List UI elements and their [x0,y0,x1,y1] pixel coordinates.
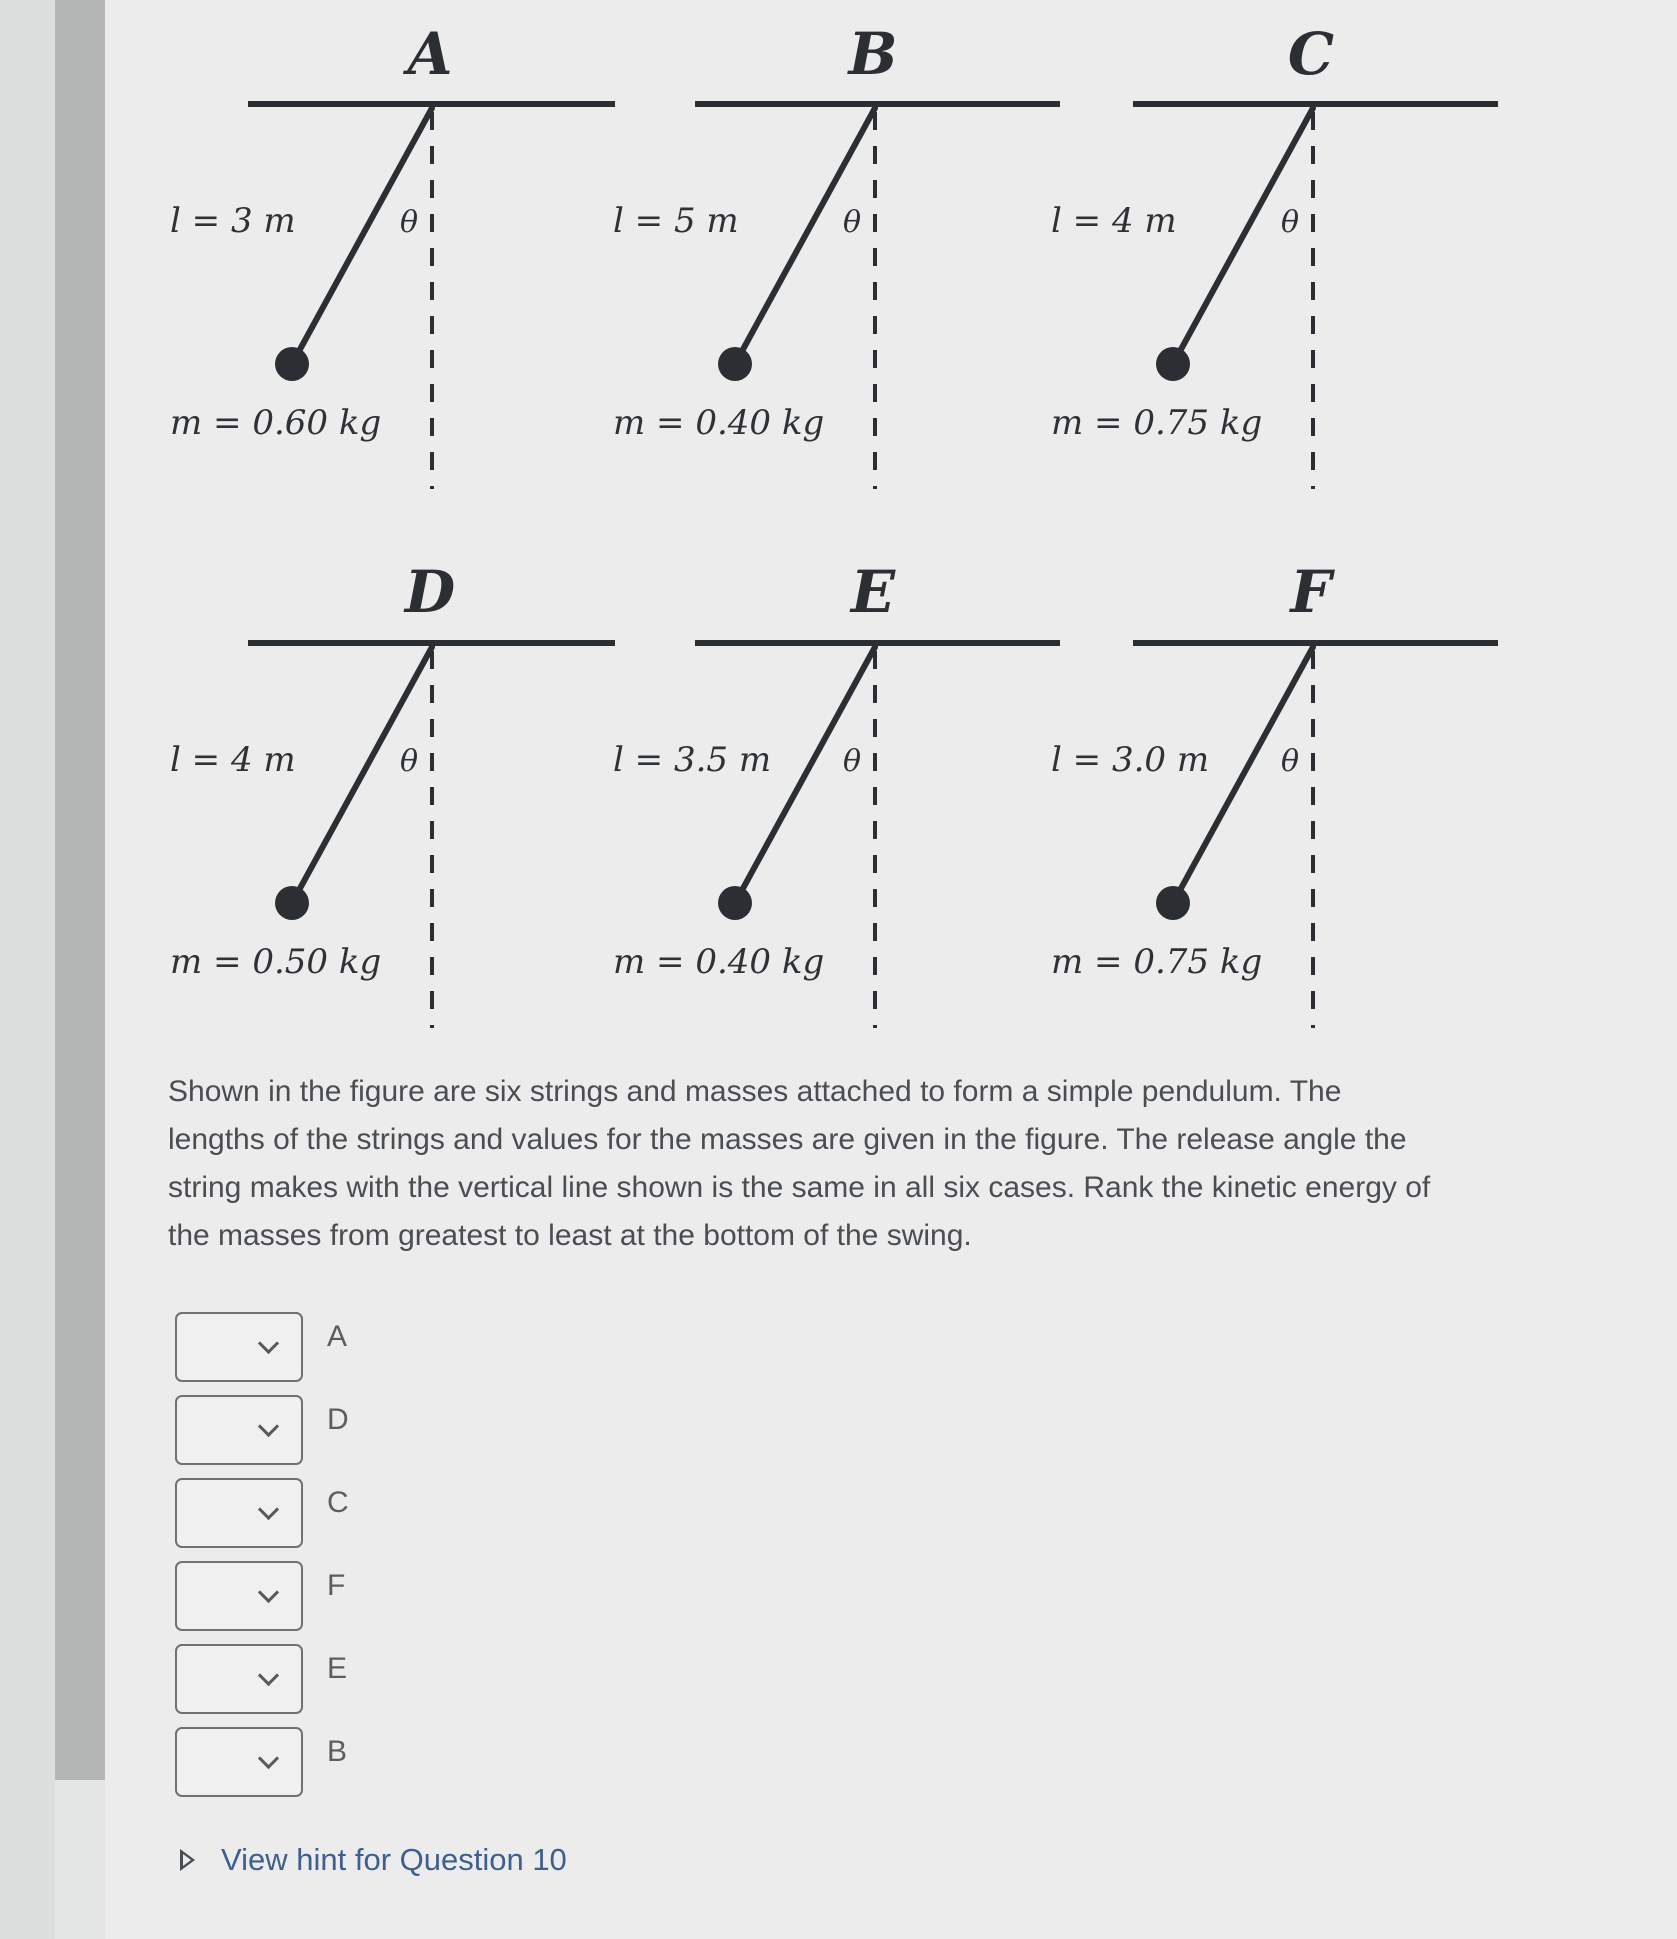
ranking-row [175,1478,435,1550]
pendulum-mass-label: m = 0.40 kg [613,403,825,443]
hint-label: View hint for Question 10 [221,1842,567,1877]
chevron-down-icon [258,1499,279,1520]
rank-item-label: A [327,1320,348,1353]
pendulum-angle-label: θ [400,205,419,240]
rank-dropdown[interactable] [175,1644,303,1714]
pendulum-mass-label: m = 0.75 kg [1051,942,1263,982]
ranking-row [175,1644,435,1716]
pendulum-length-label: l = 5 m [613,201,739,241]
rank-item-label: D [327,1403,349,1436]
pendulum-bob [1156,347,1190,381]
chevron-down-icon [258,1582,279,1603]
pendulum-bob [275,347,309,381]
chevron-down-icon [258,1416,279,1437]
rank-item-label: E [327,1652,348,1685]
pendulum-angle-label: θ [400,744,419,779]
pendulum-angle-label: θ [843,744,862,779]
pendulum-letter: D [404,558,456,626]
pendulum-bob [718,347,752,381]
pendulum-length-label: l = 3 m [170,201,296,241]
rank-dropdown[interactable] [175,1312,303,1382]
pendulum-mass-label: m = 0.60 kg [170,403,382,443]
view-hint-link[interactable] [180,1842,567,1878]
rank-dropdown[interactable] [175,1727,303,1797]
pendulum-letter: C [1287,20,1335,88]
pendulum-mass-label: m = 0.50 kg [170,942,382,982]
play-triangle-icon [180,1849,195,1871]
pendulum-letter: A [407,20,453,88]
rank-item-label: F [327,1569,346,1602]
chevron-down-icon [258,1333,279,1354]
ranking-row [175,1312,435,1384]
pendulum-length-label: l = 4 m [170,740,296,780]
pendulum-mass-label: m = 0.40 kg [613,942,825,982]
chevron-down-icon [258,1665,279,1686]
pendulum-letter: F [1290,558,1332,626]
pendulum-bob [275,886,309,920]
ranking-row [175,1395,435,1467]
rank-dropdown[interactable] [175,1395,303,1465]
pendulum-bob [718,886,752,920]
pendulum-bob [1156,886,1190,920]
pendulum-angle-label: θ [843,205,862,240]
rank-item-label: C [327,1486,349,1519]
chevron-down-icon [258,1748,279,1769]
pendulum-angle-label: θ [1281,205,1300,240]
question-text: Shown in the figure are six strings and masses attached to form a simple pendulum. The lengths of the strings and values for the masses are given in the figure. The release angle the string makes with the vertical line shown is the same in all six cases. Rank the kinetic energy of the masses from greatest to least at the bottom of the swing. [168,1075,1431,1252]
ranking-row [175,1727,435,1799]
pendulum-mass-label: m = 0.75 kg [1051,403,1263,443]
rank-dropdown[interactable] [175,1478,303,1548]
pendulum-length-label: l = 4 m [1051,201,1177,241]
rank-dropdown[interactable] [175,1561,303,1631]
rank-item-label: B [327,1735,348,1768]
pendulum-letter: E [850,558,896,626]
pendulum-letter: B [848,20,898,88]
ranking-row [175,1561,435,1633]
pendulum-length-label: l = 3.5 m [613,740,772,780]
pendulum-angle-label: θ [1281,744,1300,779]
pendulum-length-label: l = 3.0 m [1051,740,1210,780]
